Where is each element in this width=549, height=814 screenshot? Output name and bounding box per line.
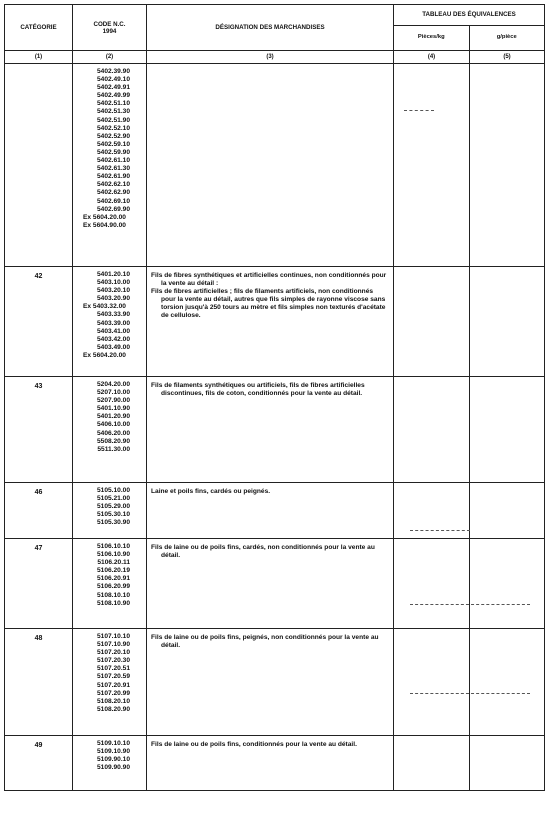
nc-code: 5403.39.00 [96,319,130,327]
nc-code: 5402.62.90 [96,189,130,197]
code-cell [73,267,147,377]
nc-code: Ex 5604.20.00 [83,213,126,221]
table-row [5,539,545,629]
nc-code: 5403.33.90 [96,311,130,319]
designation-cell [147,629,394,736]
table-row [5,377,545,483]
nc-code: 5105.30.10 [96,511,130,519]
designation-text: Fils de fibres synthétiques et artificielles continues, non conditionnés pour la vente au détail : [151,272,387,288]
nc-code: 5403.20.90 [96,295,130,303]
nc-code: 5108.10.90 [96,599,130,607]
nc-code: 5107.20.51 [96,665,130,673]
nc-code: 5109.90.90 [96,764,130,772]
nc-code: 5108.20.90 [96,705,130,713]
equiv-col4-cell [394,539,470,629]
nc-code: 5402.52.10 [96,124,130,132]
code-cell [73,736,147,791]
header-equivalences [394,5,545,51]
nc-code: 5106.20.11 [97,559,130,567]
nc-code: 5406.10.00 [96,421,130,429]
column-number-row [5,51,545,64]
equiv-col5-cell [470,64,545,267]
header-code-nc [73,5,147,51]
category-cell: 43 [5,377,73,483]
header-col4: Pièces/kg [394,26,470,50]
header-col5: g/pièce [496,34,517,40]
category-cell [5,64,73,267]
designation-cell [147,736,394,791]
designation-text: Fils de laine ou de poils fins, cardés, non conditionnés pour la vente au détail. [151,544,375,560]
nc-code: 5508.20.90 [96,437,130,445]
table-row [5,267,545,377]
nc-code: 5107.20.10 [96,649,130,657]
equiv-col4-cell [394,629,470,736]
nc-code: 5402.69.10 [96,197,130,205]
nc-code: 5108.10.10 [96,591,130,599]
nc-code: 5403.20.10 [96,287,130,295]
nc-code: 5401.20.10 [96,271,130,278]
nc-code: 5402.62.10 [96,181,130,189]
nc-code: 5106.10.90 [96,551,130,559]
code-cell [73,629,147,736]
nc-code: 5109.10.10 [96,740,130,747]
equiv-col5-cell [470,377,545,483]
designation-text: Fils de fibres artificielles ; fils de filaments artificiels, non conditionnés pour la vente au détail, autres que fils simples de rayonne viscose sans torsion jusqu'à 250 tours au mètre et fils simples non texturés d'acétate de cellulose. [151,288,386,320]
nc-code: 5402.51.90 [96,116,130,124]
faint-mark [410,604,530,605]
nc-code: 5402.49.10 [96,76,130,84]
equiv-col5-cell [470,267,545,377]
nc-code: 5106.20.19 [96,567,130,575]
table-header-row [5,5,545,51]
nc-code: 5403.49.00 [96,343,130,351]
equiv-col4-cell [394,377,470,483]
designation-cell [147,267,394,377]
category-cell: 47 [5,539,73,629]
designation-cell [147,64,394,267]
faint-mark [410,530,470,531]
code-cell [73,483,147,539]
nc-code: 5109.90.10 [96,756,130,764]
category-cell: 46 [5,483,73,539]
nc-code: 5402.59.10 [96,140,130,148]
header-categorie: CATÉGORIE [5,5,73,51]
designation-cell [147,483,394,539]
nc-code: 5204.20.00 [96,381,130,388]
equiv-col5-cell [470,736,545,791]
header-code-label: CODE N.C. [93,20,126,28]
col-number-1: (1) [5,51,73,64]
header-equiv-sub [394,26,544,50]
table-row [5,736,545,791]
designation-text: Fils de laine ou de poils fins, conditionnés pour la vente au détail. [151,741,357,748]
nc-code: 5402.61.90 [96,173,130,181]
nc-code: 5106.10.10 [96,543,130,550]
nc-code: 5402.51.10 [96,100,130,108]
equiv-col4-cell [394,64,470,267]
col-number-2: (2) [73,51,147,64]
nc-code: 5402.49.99 [96,92,130,100]
table-body [5,64,545,791]
nc-code: 5106.20.99 [96,583,130,591]
nc-code: 5107.20.30 [96,657,130,665]
nc-code: 5402.61.30 [96,165,130,173]
nc-code: Ex 5604.90.00 [83,221,126,229]
nc-code: 5107.10.10 [96,633,130,640]
nc-code: 5402.61.10 [96,157,130,165]
header-code-year: 1994 [102,27,117,35]
code-cell [73,377,147,483]
nc-code: 5105.29.00 [96,503,130,511]
designation-text: Fils de laine ou de poils fins, peignés, non conditionnés pour la vente au détail. [151,634,379,650]
category-cell: 42 [5,267,73,377]
nc-code: 5107.10.90 [96,641,130,649]
col-number-5: (5) [470,51,545,64]
category-cell: 49 [5,736,73,791]
equiv-col5-cell [470,539,545,629]
nc-code: 5107.20.59 [96,673,130,681]
nc-code: 5105.10.00 [96,487,130,494]
equivalence-table [4,4,545,791]
nc-code: 5106.20.91 [96,575,130,583]
nc-code: 5402.51.30 [96,108,130,116]
faint-mark [410,693,530,694]
equiv-col5-cell [470,483,545,539]
nc-code: Ex 5403.32.00 [83,303,126,311]
designation-cell [147,539,394,629]
nc-code: 5207.10.00 [96,389,130,397]
designation-text: Fils de filaments synthétiques ou artificiels, fils de fibres artificielles discontinues, fils de coton, conditionnés pour la vente au détail. [151,382,365,398]
designation-text: Laine et poils fins, cardés ou peignés. [151,488,271,495]
nc-code: 5401.10.90 [96,405,130,413]
nc-code: 5403.42.00 [96,335,130,343]
nc-code: 5402.69.90 [96,205,130,213]
nc-code: 5401.20.90 [96,413,130,421]
equiv-col4-cell [394,267,470,377]
col-number-4: (4) [394,51,470,64]
header-designation: DÉSIGNATION DES MARCHANDISES [147,5,394,51]
equiv-col4-cell [394,736,470,791]
nc-code: 5107.20.99 [96,689,130,697]
nc-code: 5511.30.00 [97,445,130,453]
faint-mark [404,110,434,111]
nc-code: 5108.20.10 [96,697,130,705]
nc-code: 5107.20.91 [96,681,130,689]
nc-code: 5402.52.90 [96,132,130,140]
table-row [5,629,545,736]
nc-code: 5403.41.00 [96,327,130,335]
nc-code: 5109.10.90 [96,748,130,756]
designation-cell [147,377,394,483]
header-tableau: TABLEAU DES ÉQUIVALENCES [394,5,544,26]
nc-code: 5406.20.00 [96,429,130,437]
code-cell [73,64,147,267]
nc-code: 5105.30.90 [96,519,130,527]
category-cell: 48 [5,629,73,736]
nc-code: 5402.39.90 [96,68,130,75]
code-cell [73,539,147,629]
table-row [5,64,545,267]
nc-code: 5402.49.91 [96,84,130,92]
nc-code: Ex 5604.20.00 [83,351,126,359]
equiv-col5-cell [470,629,545,736]
nc-code: 5402.59.90 [96,148,130,156]
nc-code: 5207.90.00 [96,397,130,405]
nc-code: 5403.10.00 [96,279,130,287]
nc-code: 5105.21.00 [96,495,130,503]
col-number-3: (3) [147,51,394,64]
